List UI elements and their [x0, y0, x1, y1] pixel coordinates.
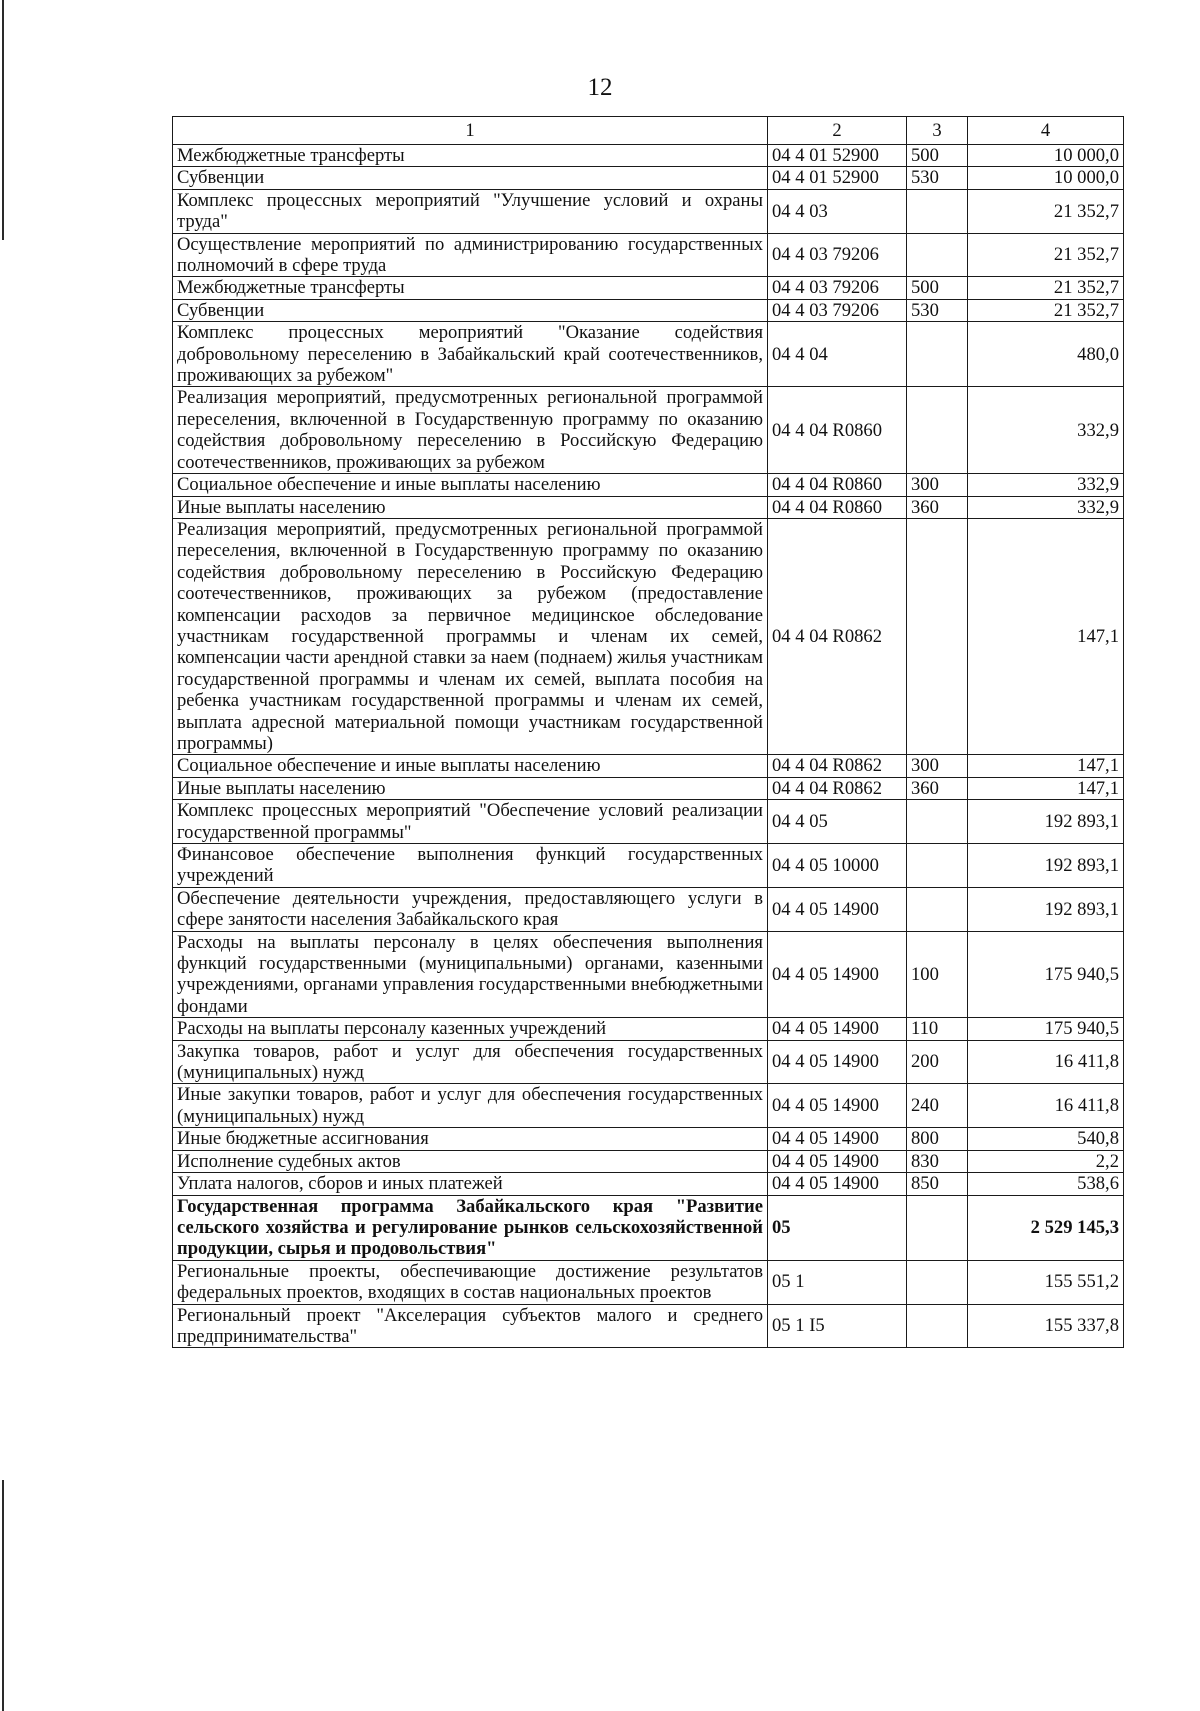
row-name-cell: Межбюджетные трансферты [173, 145, 768, 167]
row-name-cell: Реализация мероприятий, предусмотренных региональной программой переселения, включенной в Государственную программу по оказанию содействия добровольному переселению в Российскую Федерацию соотечественников, проживающих за рубежом (предоставление компенсации расходов за первичное медицинское обследование участникам государственной программы и членам их семей, компенсации части арендной ставки за наем (поднаем) жилья участникам государственной программы и членам их семей, выплата пособия на ребенка участникам государственной программы и членам их семей, выплата адресной материальной помощи участникам государственной программы) [173, 518, 768, 754]
table-row [173, 299, 1124, 321]
row-type-cell: 800 [907, 1128, 968, 1150]
row-type-cell [907, 189, 968, 233]
table-row [173, 931, 1124, 1018]
row-type-cell: 100 [907, 931, 968, 1018]
row-amount-cell: 155 551,2 [968, 1260, 1124, 1304]
row-name-cell: Комплекс процессных мероприятий "Обеспечение условий реализации государственной программы" [173, 800, 768, 844]
row-amount-cell: 147,1 [968, 755, 1124, 777]
row-amount-cell: 21 352,7 [968, 233, 1124, 277]
row-type-cell: 110 [907, 1018, 968, 1040]
row-name-cell: Финансовое обеспечение выполнения функций государственных учреждений [173, 844, 768, 888]
row-code-cell: 04 4 04 R0860 [768, 387, 907, 474]
table-row [173, 1040, 1124, 1084]
row-name-cell: Комплекс процессных мероприятий "Оказание содействия добровольному переселению в Забайкальский край соотечественников, проживающих за рубежом" [173, 322, 768, 387]
table-row [173, 145, 1124, 167]
row-amount-cell: 147,1 [968, 777, 1124, 799]
row-name-cell: Уплата налогов, сборов и иных платежей [173, 1173, 768, 1195]
row-code-cell: 04 4 05 14900 [768, 887, 907, 931]
row-code-cell: 05 1 [768, 1260, 907, 1304]
table-body [173, 145, 1124, 1348]
row-code-cell: 04 4 01 52900 [768, 145, 907, 167]
table-row [173, 189, 1124, 233]
row-name-cell: Иные выплаты населению [173, 496, 768, 518]
row-type-cell: 830 [907, 1150, 968, 1172]
table-row [173, 167, 1124, 189]
table-row [173, 755, 1124, 777]
row-amount-cell: 192 893,1 [968, 800, 1124, 844]
table-row [173, 800, 1124, 844]
row-code-cell: 04 4 04 [768, 322, 907, 387]
row-code-cell: 04 4 04 R0860 [768, 474, 907, 496]
row-code-cell: 04 4 04 R0862 [768, 777, 907, 799]
row-name-cell: Осуществление мероприятий по администрированию государственных полномочий в сфере труда [173, 233, 768, 277]
row-code-cell: 04 4 03 79206 [768, 299, 907, 321]
table-row [173, 1173, 1124, 1195]
table-row [173, 322, 1124, 387]
row-amount-cell: 21 352,7 [968, 299, 1124, 321]
row-code-cell: 04 4 03 79206 [768, 233, 907, 277]
row-type-cell [907, 233, 968, 277]
row-type-cell [907, 1304, 968, 1348]
table-row [173, 474, 1124, 496]
page-number: 12 [587, 74, 613, 101]
table-row [173, 1128, 1124, 1150]
row-name-cell: Субвенции [173, 167, 768, 189]
row-amount-cell: 192 893,1 [968, 887, 1124, 931]
row-amount-cell: 2,2 [968, 1150, 1124, 1172]
table-row [173, 844, 1124, 888]
row-type-cell [907, 387, 968, 474]
row-type-cell [907, 887, 968, 931]
row-amount-cell: 21 352,7 [968, 189, 1124, 233]
row-type-cell: 360 [907, 777, 968, 799]
table-row [173, 1304, 1124, 1348]
row-amount-cell: 16 411,8 [968, 1040, 1124, 1084]
row-amount-cell: 10 000,0 [968, 167, 1124, 189]
row-code-cell: 04 4 05 14900 [768, 1173, 907, 1195]
row-code-cell: 04 4 05 14900 [768, 1128, 907, 1150]
row-amount-cell: 16 411,8 [968, 1084, 1124, 1128]
row-type-cell [907, 844, 968, 888]
row-code-cell: 05 1 I5 [768, 1304, 907, 1348]
row-name-cell: Иные бюджетные ассигнования [173, 1128, 768, 1150]
row-type-cell [907, 322, 968, 387]
table-row [173, 887, 1124, 931]
row-type-cell: 200 [907, 1040, 968, 1084]
row-code-cell: 04 4 05 14900 [768, 1040, 907, 1084]
row-name-cell: Исполнение судебных актов [173, 1150, 768, 1172]
row-amount-cell: 192 893,1 [968, 844, 1124, 888]
row-amount-cell: 175 940,5 [968, 931, 1124, 1018]
row-name-cell: Расходы на выплаты персоналу казенных учреждений [173, 1018, 768, 1040]
row-type-cell: 300 [907, 755, 968, 777]
row-amount-cell: 155 337,8 [968, 1304, 1124, 1348]
header-row [173, 117, 1124, 145]
row-name-cell: Региональный проект "Акселерация субъектов малого и среднего предпринимательства" [173, 1304, 768, 1348]
row-type-cell: 850 [907, 1173, 968, 1195]
row-name-cell: Государственная программа Забайкальского края "Развитие сельского хозяйства и регулирование рынков сельскохозяйственной продукции, сырья и продовольствия" [173, 1195, 768, 1260]
row-name-cell: Региональные проекты, обеспечивающие достижение результатов федеральных проектов, входящих в состав национальных проектов [173, 1260, 768, 1304]
row-type-cell: 500 [907, 145, 968, 167]
row-code-cell: 04 4 04 R0862 [768, 518, 907, 754]
row-type-cell: 530 [907, 167, 968, 189]
row-type-cell: 500 [907, 277, 968, 299]
row-name-cell: Социальное обеспечение и иные выплаты населению [173, 474, 768, 496]
header-col-4: 4 [968, 117, 1124, 145]
table-row [173, 233, 1124, 277]
table-row [173, 1195, 1124, 1260]
row-amount-cell: 332,9 [968, 496, 1124, 518]
row-name-cell: Социальное обеспечение и иные выплаты населению [173, 755, 768, 777]
row-type-cell: 300 [907, 474, 968, 496]
row-amount-cell: 332,9 [968, 474, 1124, 496]
row-code-cell: 04 4 03 79206 [768, 277, 907, 299]
table-row [173, 496, 1124, 518]
table-row [173, 777, 1124, 799]
row-code-cell: 04 4 05 14900 [768, 931, 907, 1018]
row-name-cell: Иные выплаты населению [173, 777, 768, 799]
row-name-cell: Обеспечение деятельности учреждения, предоставляющего услуги в сфере занятости населения Забайкальского края [173, 887, 768, 931]
row-code-cell: 04 4 04 R0860 [768, 496, 907, 518]
row-name-cell: Межбюджетные трансферты [173, 277, 768, 299]
row-amount-cell: 2 529 145,3 [968, 1195, 1124, 1260]
row-code-cell: 04 4 01 52900 [768, 167, 907, 189]
row-name-cell: Реализация мероприятий, предусмотренных региональной программой переселения, включенной в Государственную программу по оказанию содействия добровольному переселению в Российскую Федерацию соотечественников, проживающих за рубежом [173, 387, 768, 474]
row-name-cell: Иные закупки товаров, работ и услуг для обеспечения государственных (муниципальных) нужд [173, 1084, 768, 1128]
row-code-cell: 04 4 04 R0862 [768, 755, 907, 777]
table-row [173, 1084, 1124, 1128]
row-name-cell: Комплекс процессных мероприятий "Улучшение условий и охраны труда" [173, 189, 768, 233]
scan-margin-line-bottom [2, 1480, 4, 1711]
row-amount-cell: 480,0 [968, 322, 1124, 387]
row-type-cell [907, 518, 968, 754]
table-row [173, 518, 1124, 754]
row-type-cell [907, 1260, 968, 1304]
row-amount-cell: 147,1 [968, 518, 1124, 754]
row-type-cell [907, 800, 968, 844]
row-code-cell: 04 4 05 14900 [768, 1018, 907, 1040]
row-code-cell: 04 4 05 [768, 800, 907, 844]
scan-margin-line-top [2, 0, 4, 240]
row-code-cell: 04 4 05 14900 [768, 1150, 907, 1172]
table-row [173, 387, 1124, 474]
row-amount-cell: 332,9 [968, 387, 1124, 474]
row-code-cell: 04 4 03 [768, 189, 907, 233]
header-col-1: 1 [173, 117, 768, 145]
row-name-cell: Закупка товаров, работ и услуг для обеспечения государственных (муниципальных) нужд [173, 1040, 768, 1084]
row-type-cell: 530 [907, 299, 968, 321]
table-row [173, 1260, 1124, 1304]
budget-table [172, 116, 1124, 1348]
row-amount-cell: 538,6 [968, 1173, 1124, 1195]
row-amount-cell: 540,8 [968, 1128, 1124, 1150]
row-code-cell: 05 [768, 1195, 907, 1260]
row-name-cell: Расходы на выплаты персоналу в целях обеспечения выполнения функций государственными (муниципальными) органами, казенными учреждениями, органами управления государственными внебюджетными фондами [173, 931, 768, 1018]
header-col-3: 3 [907, 117, 968, 145]
table-row [173, 277, 1124, 299]
row-type-cell: 360 [907, 496, 968, 518]
table-row [173, 1150, 1124, 1172]
row-code-cell: 04 4 05 10000 [768, 844, 907, 888]
header-col-2: 2 [768, 117, 907, 145]
row-name-cell: Субвенции [173, 299, 768, 321]
row-code-cell: 04 4 05 14900 [768, 1084, 907, 1128]
row-amount-cell: 175 940,5 [968, 1018, 1124, 1040]
row-amount-cell: 21 352,7 [968, 277, 1124, 299]
row-type-cell [907, 1195, 968, 1260]
row-amount-cell: 10 000,0 [968, 145, 1124, 167]
row-type-cell: 240 [907, 1084, 968, 1128]
table-row [173, 1018, 1124, 1040]
